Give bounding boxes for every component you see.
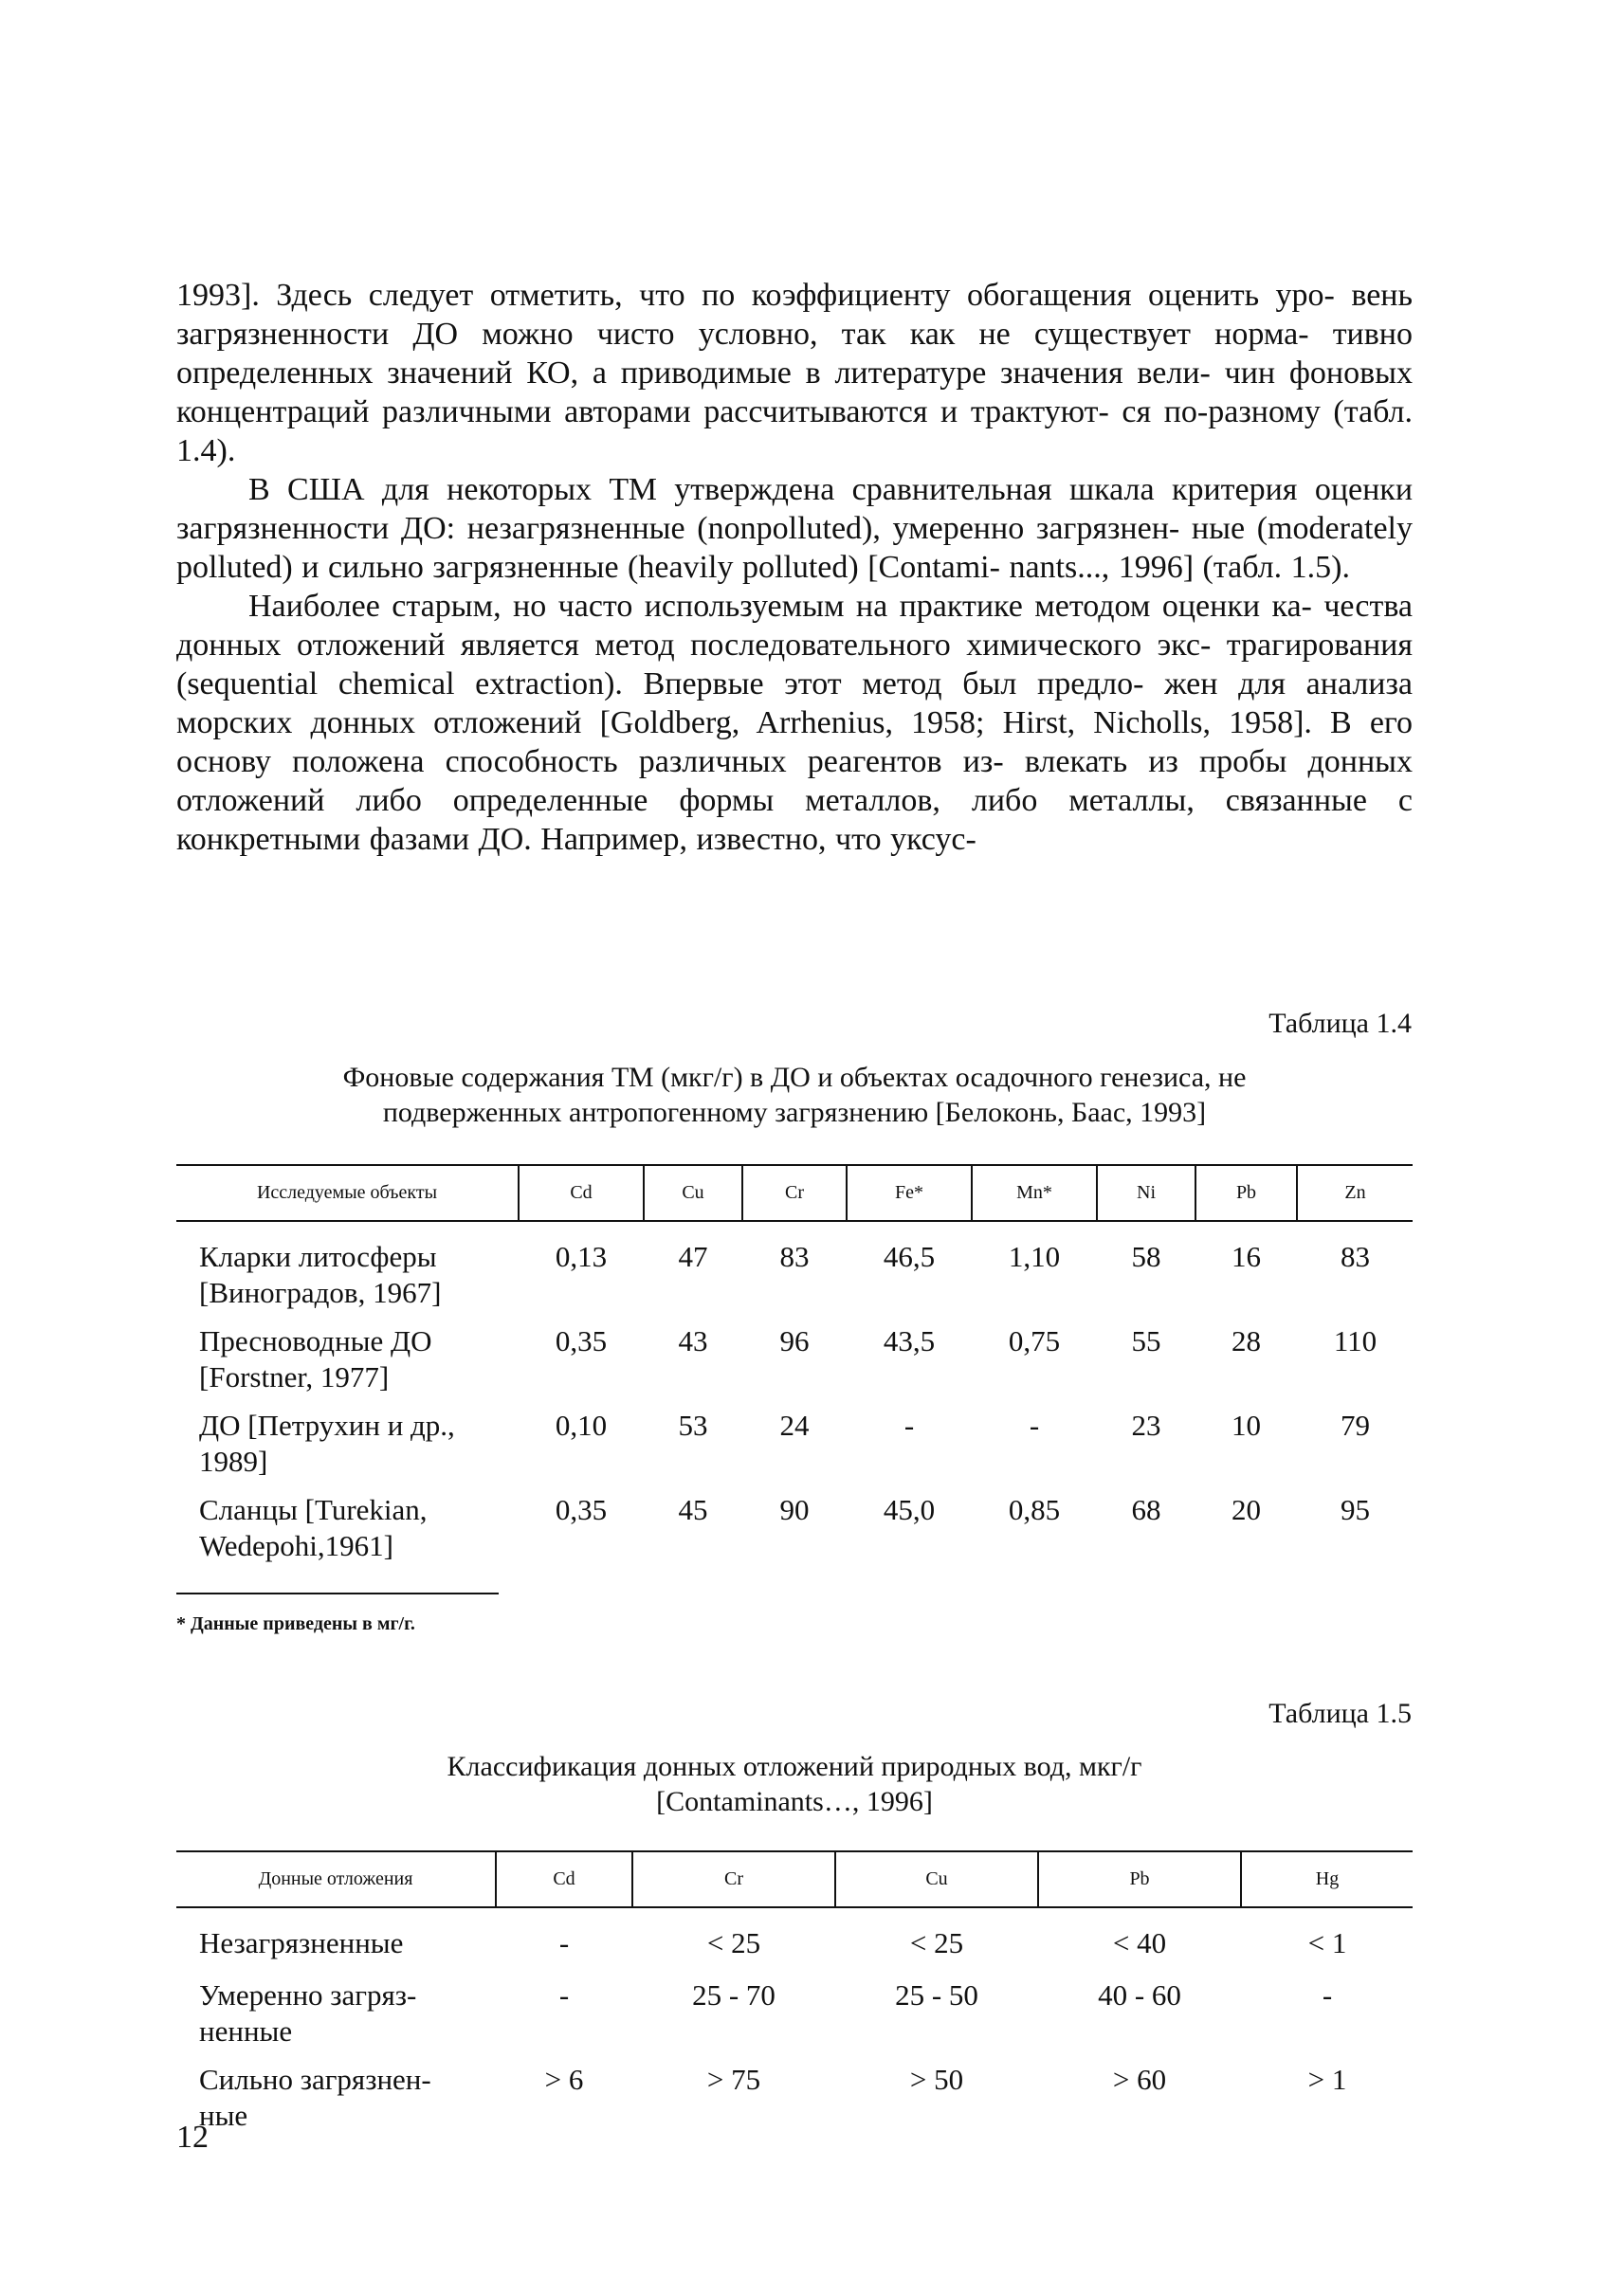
t15-row-3-pb: > 60 (1112, 2063, 1167, 2096)
p1-line-1: 1993]. Здесь следует отметить, что по коэффициенту обогащения оценить уро- (176, 278, 1335, 313)
t15-row-1-cu: < 25 (909, 1926, 964, 1959)
t15-row-1-cd: - (558, 1926, 570, 1959)
paragraph-1 (176, 276, 1413, 470)
t14-row-1-fe: 46,5 (883, 1240, 936, 1273)
t15-header-cu: Cu (925, 1868, 948, 1889)
t14-row-4-zn: 95 (1341, 1493, 1370, 1526)
t14-row-2-object-line-1: Пресноводные ДО (199, 1324, 432, 1357)
t14-row-3-cu: 53 (678, 1409, 708, 1442)
t15-header-cr: Cr (724, 1868, 743, 1889)
t14-row-1-ni: 58 (1131, 1240, 1161, 1273)
t14-row-4-object (199, 1492, 499, 1564)
t14-row-2-zn: 110 (1333, 1324, 1378, 1357)
t14-row-4-fe: 45,0 (883, 1493, 936, 1526)
t15-row-2-cr: 25 - 70 (692, 1978, 776, 2012)
t14-row-2-cu: 43 (678, 1324, 708, 1357)
t14-header-ni: Ni (1137, 1182, 1156, 1203)
t15-row-3-cu: > 50 (909, 2063, 964, 2096)
p3-line-5: Nicholls, 1958]. В его основу положена способность различных реагентов из- (176, 705, 1414, 779)
t15-header-sediments: Донные отложения (258, 1868, 413, 1889)
t14-row-3-mn: - (1029, 1409, 1040, 1442)
p2-line-1: В США для некоторых ТМ утверждена сравнительная шкала критерия (248, 472, 1298, 507)
t14-header-objects: Исследуемые объекты (256, 1182, 438, 1203)
table-1-5-title-line-2: [Contaminants…, 1996] (656, 1786, 933, 1817)
t14-row-4-cd: 0,35 (555, 1493, 608, 1526)
table-1-4-number: Таблица 1.4 (1268, 1008, 1412, 1039)
t14-row-3-ni: 23 (1131, 1409, 1161, 1442)
t15-row-1-object (199, 1925, 474, 1961)
p3-line-4: жен для анализа морских донных отложений [Goldberg, Arrhenius, 1958; Hirst, (176, 666, 1414, 740)
t14-row-4-object-line-1: Сланцы [Turekian, (199, 1493, 428, 1526)
p1-line-5: ся по-разному (табл. 1.4). (176, 394, 1414, 468)
table-1-5-number: Таблица 1.5 (1268, 1698, 1412, 1729)
table-1-4-top-rule (176, 1164, 1413, 1166)
t14-row-3-object-line-2: 1989] (199, 1445, 268, 1478)
t15-row-3-object-line-2: ные (199, 2099, 248, 2132)
t14-row-1-cd: 0,13 (555, 1240, 608, 1273)
t14-row-4-pb: 20 (1232, 1493, 1261, 1526)
t14-row-1-pb: 16 (1232, 1240, 1261, 1273)
t15-row-2-object (199, 1977, 474, 2049)
t15-row-1-pb: < 40 (1112, 1926, 1167, 1959)
t14-row-2-object (199, 1323, 499, 1395)
t15-row-2-object-line-1: Умеренно загряз- (199, 1978, 417, 2012)
t15-row-1-object-line-1: Незагрязненные (199, 1926, 404, 1959)
t14-row-2-object-line-2: [Forstner, 1977] (199, 1360, 390, 1393)
t15-row-3-cr: > 75 (706, 2063, 761, 2096)
p1-line-3: тивно определенных значений КО, а приводимые в литературе значения вели- (176, 317, 1414, 391)
table-1-5-title-line-1: Классификация донных отложений природных вод, мкг/г (447, 1751, 1142, 1782)
t14-row-3-object-line-1: ДО [Петрухин и др., (199, 1409, 455, 1442)
t14-row-2-mn: 0,75 (1008, 1324, 1061, 1357)
t14-row-1-cr: 83 (779, 1240, 810, 1273)
p3-line-3: трагирования (sequential chemical extraction). Впервые этот метод был предло- (176, 628, 1413, 701)
p3-line-2: чества донных отложений является метод последовательного химического экс- (176, 589, 1414, 663)
t14-header-fe: Fe* (895, 1182, 923, 1203)
p3-line-7: металлы, связанные с конкретными фазами ДО. Например, известно, что уксус- (176, 783, 1413, 857)
t14-header-cr: Cr (785, 1182, 804, 1203)
t14-row-1-object-line-1: Кларки литосферы (199, 1240, 437, 1273)
t14-row-4-cu: 45 (678, 1493, 708, 1526)
t14-row-2-ni: 55 (1131, 1324, 1161, 1357)
t15-header-hg: Hg (1315, 1868, 1340, 1889)
t14-row-2-fe: 43,5 (883, 1324, 936, 1357)
t15-row-2-cu: 25 - 50 (895, 1978, 978, 2012)
t14-row-3-zn: 79 (1341, 1409, 1370, 1442)
p3-line-6: влекать из пробы донных отложений либо определенные формы металлов, либо (176, 744, 1413, 818)
t15-row-2-object-line-2: ненные (199, 2014, 293, 2048)
p2-line-3: ные (moderately polluted) и сильно загрязненные (heavily polluted) [Contami- (176, 511, 1413, 585)
table-1-5-top-rule (176, 1850, 1413, 1852)
t14-header-pb: Pb (1235, 1182, 1257, 1203)
t15-row-3-object (199, 2062, 474, 2134)
t15-row-3-cd: > 6 (544, 2063, 584, 2096)
t14-row-4-object-line-2: Wedepohi,1961] (199, 1529, 393, 1562)
t15-row-2-pb: 40 - 60 (1098, 1978, 1181, 2012)
table-1-4-title-line-1: Фоновые содержания ТМ (мкг/г) в ДО и объектах осадочного генезиса, не (342, 1062, 1247, 1093)
t14-row-3-fe: - (903, 1409, 915, 1442)
p1-line-4: чин фоновых концентраций различными авторами рассчитываются и трактуют- (176, 355, 1414, 429)
t14-row-1-object-line-2: [Виноградов, 1967] (199, 1276, 442, 1309)
t15-row-1-hg: < 1 (1307, 1926, 1347, 1959)
p3-line-1: Наиболее старым, но часто используемым на практике методом оценки ка- (248, 589, 1312, 624)
t14-row-1-mn: 1,10 (1008, 1240, 1061, 1273)
t15-row-1-cr: < 25 (706, 1926, 761, 1959)
t15-header-cd: Cd (553, 1868, 575, 1889)
t14-row-3-cr: 24 (779, 1409, 810, 1442)
footnote-rule (176, 1593, 499, 1594)
t14-row-4-ni: 68 (1131, 1493, 1161, 1526)
t14-header-cu: Cu (682, 1182, 704, 1203)
t14-row-1-cu: 47 (678, 1240, 708, 1273)
p2-line-2: оценки загрязненности ДО: незагрязненные (nonpolluted), умеренно загрязнен- (176, 472, 1414, 546)
t14-row-2-cd: 0,35 (555, 1324, 608, 1357)
page-number: 12 (176, 2120, 209, 2155)
t14-row-3-pb: 10 (1232, 1409, 1261, 1442)
paragraph-2 (176, 470, 1413, 587)
paragraph-3 (176, 587, 1413, 859)
table-1-5-title (176, 1749, 1413, 1819)
t14-header-zn: Zn (1344, 1182, 1366, 1203)
t15-row-2-cd: - (558, 1978, 570, 2012)
p1-line-2: вень загрязненности ДО можно чисто условно, так как не существует норма- (176, 278, 1413, 352)
t14-row-3-object (199, 1408, 499, 1480)
t15-header-pb: Pb (1129, 1868, 1150, 1889)
t14-header-mn: Mn* (1016, 1182, 1052, 1203)
t14-row-4-cr: 90 (779, 1493, 810, 1526)
t14-row-3-cd: 0,10 (555, 1409, 608, 1442)
t14-row-4-mn: 0,85 (1008, 1493, 1061, 1526)
t14-row-2-pb: 28 (1232, 1324, 1261, 1357)
table-1-4-title-line-2: подверженных антропогенному загрязнению [Белоконь, Баас, 1993] (382, 1097, 1207, 1128)
table-1-4-header-rule (176, 1220, 1413, 1222)
p2-line-4: nants..., 1996] (табл. 1.5). (1009, 550, 1350, 585)
t15-row-3-hg: > 1 (1307, 2063, 1347, 2096)
t14-row-1-object (199, 1239, 499, 1311)
table-1-5-header-rule (176, 1906, 1413, 1908)
body-text (176, 276, 1413, 859)
table-1-4-footnote: * Данные приведены в мг/г. (176, 1613, 415, 1634)
t15-row-3-object-line-1: Сильно загрязнен- (199, 2063, 431, 2096)
table-1-4-title (176, 1060, 1413, 1130)
t14-header-cd: Cd (570, 1182, 593, 1203)
t14-row-1-zn: 83 (1341, 1240, 1370, 1273)
t14-row-2-cr: 96 (779, 1324, 810, 1357)
t15-row-2-hg: - (1322, 1978, 1333, 2012)
